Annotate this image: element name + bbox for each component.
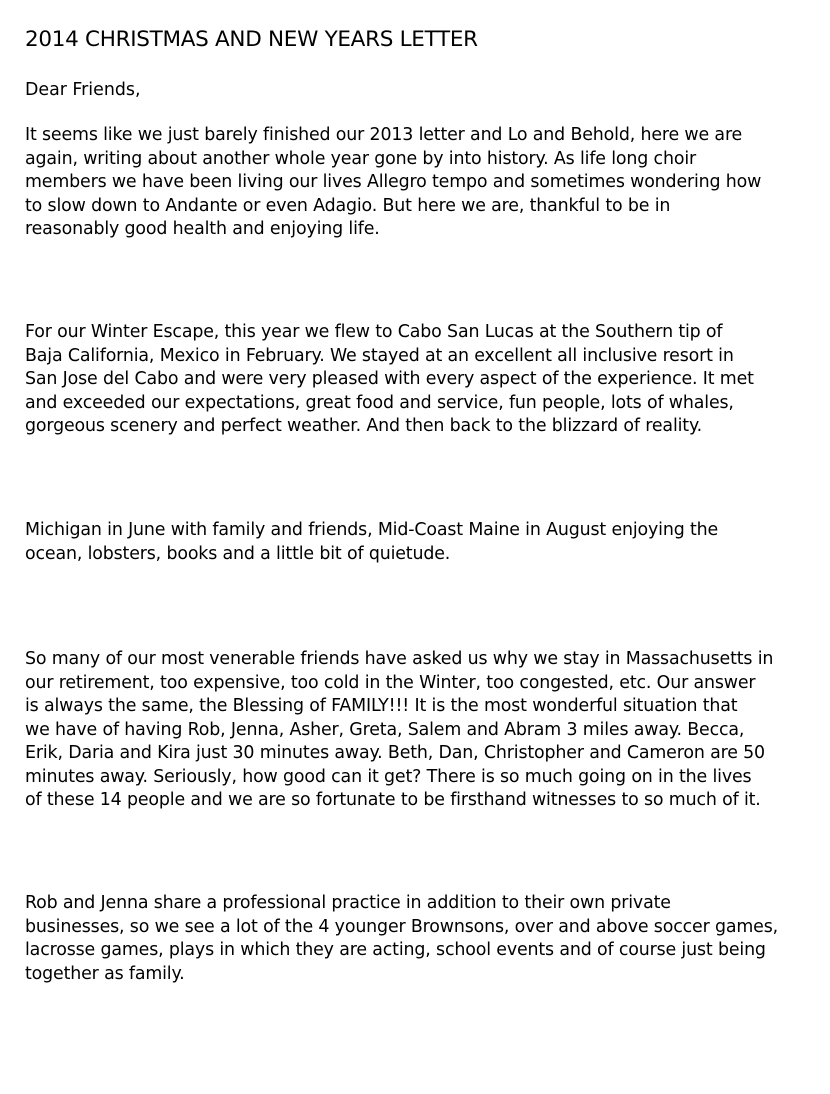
- paragraph-line: It seems like we just barely finished our 2013 letter and Lo and Behold, here we are: [25, 125, 743, 145]
- paragraph-line: Michigan in June with family and friends, Mid-Coast Maine in August enjoying the: [25, 520, 719, 540]
- paragraph-line: San Jose del Cabo and were very pleased with every aspect of the experience. It met: [25, 369, 754, 389]
- paragraph-line: minutes away. Seriously, how good can it get? There is so much going on in the lives: [25, 766, 752, 787]
- paragraph-line: businesses, so we see a lot of the 4 younger Brownsons, over and above soccer games,: [25, 916, 778, 937]
- paragraph-line: Baja California, Mexico in February. We stayed at an excellent all inclusive resort in: [25, 345, 734, 366]
- paragraph-line: to slow down to Andante or even Adagio. But here we are, thankful to be in: [25, 195, 671, 216]
- paragraph-line: of these 14 people and we are so fortunate to be firsthand witnesses to so much of it.: [25, 790, 761, 810]
- paragraph-line: again, writing about another whole year gone by into history. As life long choir: [25, 148, 696, 169]
- paragraph-line: together as family.: [25, 963, 185, 984]
- paragraph-line: gorgeous scenery and perfect weather. And then back to the blizzard of reality.: [25, 416, 703, 436]
- paragraph-summer-travel: [25, 519, 815, 566]
- letter-title: 2014 CHRISTMAS AND NEW YEARS LETTER: [25, 27, 478, 52]
- paragraph-winter-escape: [25, 321, 815, 439]
- paragraph-line: we have of having Rob, Jenna, Asher, Greta, Salem and Abram 3 miles away. Becca,: [25, 719, 745, 740]
- paragraph-line: ocean, lobsters, books and a little bit of quietude.: [25, 543, 451, 564]
- paragraph-rob-jenna: [25, 892, 815, 986]
- paragraph-family: [25, 648, 815, 813]
- paragraph-line: Rob and Jenna share a professional practice in addition to their own private: [25, 893, 671, 913]
- paragraph-line: members we have been living our lives Allegro tempo and sometimes wondering how: [25, 172, 762, 192]
- paragraph-line: Erik, Daria and Kira just 30 minutes away. Beth, Dan, Christopher and Cameron are 50: [25, 743, 765, 763]
- paragraph-line: So many of our most venerable friends have asked us why we stay in Massachusetts in: [25, 649, 774, 669]
- paragraph-line: our retirement, too expensive, too cold in the Winter, too congested, etc. Our answer: [25, 672, 756, 693]
- paragraph-line: and exceeded our expectations, great food and service, fun people, lots of whales,: [25, 392, 734, 413]
- paragraph-intro: [25, 124, 815, 242]
- letter-salutation: Dear Friends,: [25, 80, 141, 100]
- paragraph-line: lacrosse games, plays in which they are acting, school events and of course just being: [25, 940, 766, 960]
- paragraph-line: For our Winter Escape, this year we flew to Cabo San Lucas at the Southern tip of: [25, 322, 723, 342]
- paragraph-line: is always the same, the Blessing of FAMILY!!! It is the most wonderful situation that: [25, 696, 738, 716]
- paragraph-line: reasonably good health and enjoying life.: [25, 219, 380, 239]
